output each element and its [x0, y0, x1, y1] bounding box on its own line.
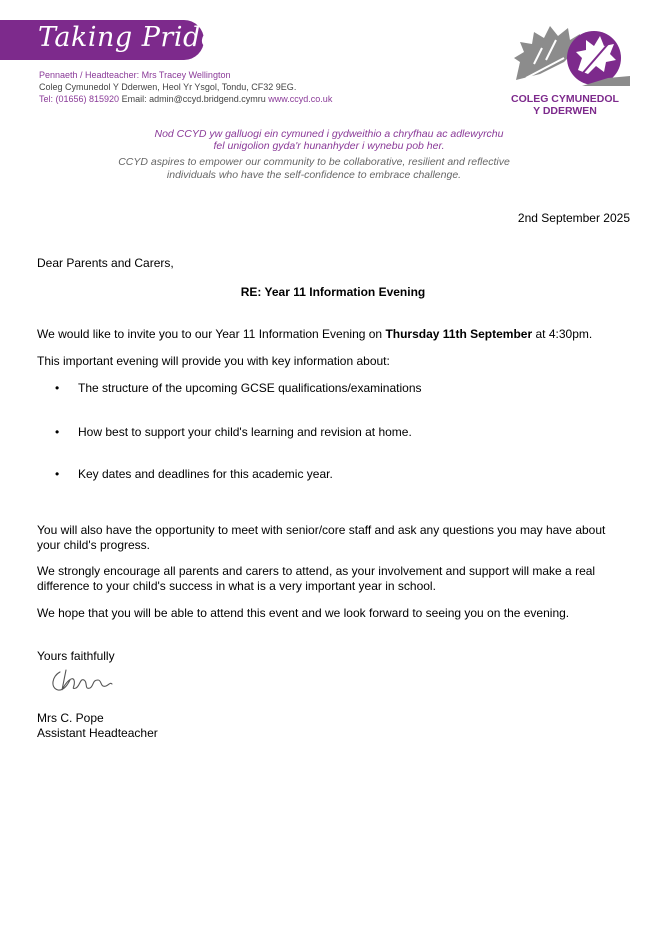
handwritten-signature — [46, 666, 116, 696]
contact-line — [39, 93, 332, 105]
invite-text-end: at 4:30pm. — [532, 327, 593, 341]
salutation: Dear Parents and Carers, — [37, 256, 174, 270]
mission-english-line-1: CCYD aspires to empower our community to be collaborative, resilient and reflective — [118, 156, 510, 168]
headteacher-label: Pennaeth / Headteacher: — [39, 70, 140, 80]
school-address: Coleg Cymunedol Y Dderwen, Heol Yr Ysgol, Tondu, CF32 9EG. — [39, 82, 297, 92]
mission-welsh-line-2: fel unigolion gyda'r hunanhyder i wynebu pob her. — [213, 140, 445, 152]
list-item-text: Key dates and deadlines for this academic year. — [78, 467, 333, 481]
mission-english — [0, 156, 628, 182]
telephone: Tel: (01656) 815920 — [39, 94, 120, 104]
invitation-paragraph — [37, 327, 627, 342]
staff-meeting-line-2: your child's progress. — [37, 538, 151, 552]
headteacher-line — [39, 69, 332, 81]
list-item-text: The structure of the upcoming GCSE qualifications/examinations — [78, 381, 422, 395]
encourage-line-2: difference to your child's success in what is a very important year in school. — [37, 579, 436, 593]
sign-off: Yours faithfully — [37, 649, 115, 663]
signatory-title: Assistant Headteacher — [37, 726, 158, 740]
school-name-line-1: COLEG CYMUNEDOL — [511, 93, 619, 105]
contact-block — [39, 69, 332, 105]
email: Email: admin@ccyd.bridgend.cymru — [121, 94, 266, 104]
invite-text-start: We would like to invite you to our Year 11 Information Evening on — [37, 327, 386, 341]
letter-subject: RE: Year 11 Information Evening — [240, 285, 426, 299]
school-name-logo — [500, 93, 630, 117]
list-item-text: How best to support your child's learning and revision at home. — [78, 425, 412, 439]
signatory-name: Mrs C. Pope — [37, 711, 104, 725]
staff-meeting-line-1: You will also have the opportunity to meet with senior/core staff and ask any questions you may have about — [37, 523, 606, 537]
closing-paragraph: We hope that you will be able to attend this event and we look forward to seeing you on the evening. — [37, 606, 570, 620]
encourage-line-1: We strongly encourage all parents and carers to attend, as your involvement and support will make a real — [37, 564, 596, 578]
school-name-line-2: Y DDERWEN — [533, 105, 597, 117]
intro-paragraph: This important evening will provide you with key information about: — [37, 354, 390, 368]
headteacher-name: Mrs Tracey Wellington — [141, 70, 231, 80]
staff-meeting-paragraph — [37, 523, 627, 553]
banner-title: Taking Pride — [38, 22, 218, 53]
encourage-paragraph — [37, 564, 627, 594]
mission-welsh-line-1: Nod CCYD yw galluogi ein cymuned i gydweithio a chryfhau ac adlewyrchu — [154, 128, 504, 140]
signatory-block — [37, 711, 627, 741]
letter-date: 2nd September 2025 — [517, 211, 630, 225]
oak-leaf-logo-icon — [512, 18, 632, 90]
mission-welsh — [0, 128, 658, 152]
invite-date: Thursday 11th September — [385, 327, 533, 341]
website-link[interactable]: www.ccyd.co.uk — [268, 94, 333, 104]
mission-english-line-2: individuals who have the self-confidence to embrace challenge. — [166, 169, 462, 181]
